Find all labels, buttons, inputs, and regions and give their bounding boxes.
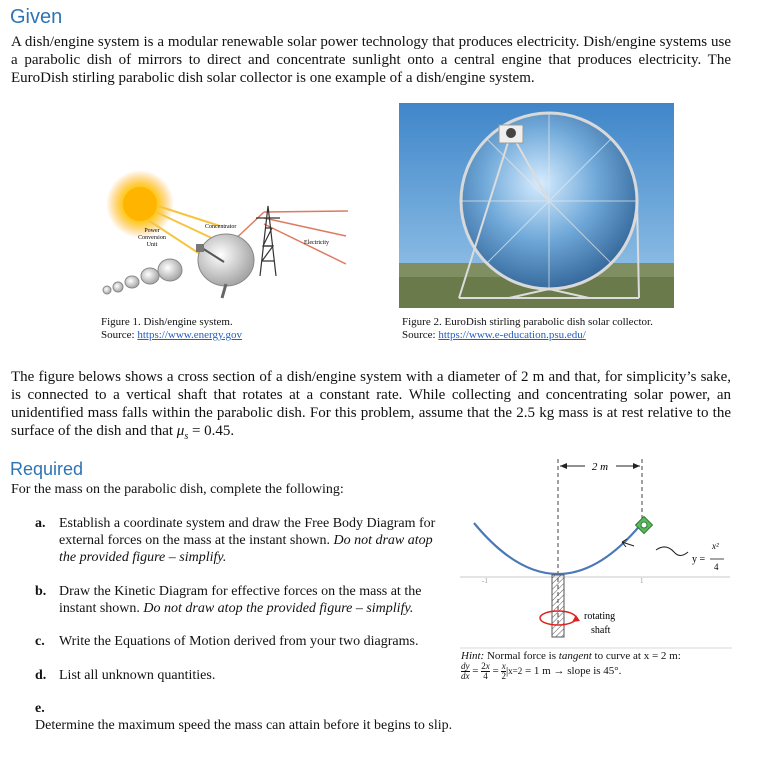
item-letter: a. — [35, 516, 46, 531]
mass-block — [636, 517, 653, 534]
item-letter: d. — [35, 668, 47, 683]
item-letter: c. — [35, 634, 45, 649]
required-item-e — [35, 700, 515, 734]
item-letter: e. — [35, 701, 45, 716]
label-unit: Unit — [146, 242, 158, 248]
shaft-label: shaft — [591, 625, 611, 636]
required-item-c — [35, 633, 440, 650]
given-intro: A dish/engine system is a modular renewable solar power technology that produces electricity. Dish/engine systems use a parabolic dish of mirrors to direct and concentrate sunlight onto a central engine that produces electricity. The EuroDish stirling parabolic dish solar collector is one example of a dish/engine system. — [11, 34, 731, 86]
label-conversion: Conversion — [138, 235, 166, 241]
equation-numerator: x² — [712, 541, 719, 551]
item-letter: b. — [35, 584, 47, 599]
item-text: List all unknown quantities. — [59, 668, 216, 683]
shaft-icon — [552, 575, 564, 637]
problem-text-b: = 0.45. — [188, 423, 235, 439]
figure2-source-link[interactable]: https://www.e-education.psu.edu/ — [438, 329, 586, 341]
figure2-source-label: Source: — [402, 329, 439, 341]
item-italic: Do not draw atop the provided figure – simplify. — [143, 601, 414, 616]
figure1-caption: Figure 1. Dish/engine system. — [101, 316, 233, 328]
item-text: Write the Equations of Motion derived from your two diagrams. — [59, 634, 419, 649]
figure2-photo — [399, 103, 674, 308]
axis-right-tick: 1 — [640, 577, 644, 585]
required-item-a — [35, 515, 440, 566]
required-item-d — [35, 667, 440, 684]
problem-paragraph — [11, 368, 731, 446]
hint-line-2: $\frac{dy}{dx}$ = 2x 4 = $\frac{x}{2}$ |x=2 = 1 m → slope is 45°. — [461, 661, 622, 681]
dimension-label: 2 m — [591, 461, 609, 473]
required-heading: Required — [10, 459, 84, 479]
hint-text-end: to curve at x = 2 m: — [591, 650, 681, 662]
figure2-caption: Figure 2. EuroDish stirling parabolic dish solar collector. — [402, 316, 653, 328]
label-electricity: Electricity — [304, 240, 329, 246]
mu-symbol: μ — [176, 423, 185, 439]
hint-italic: tangent — [558, 650, 592, 662]
item-italic: Do not draw atop the provided figure – simplify. — [59, 533, 433, 565]
parabolic-dish-diagram — [460, 455, 760, 650]
label-power: Power — [144, 228, 160, 234]
required-intro: For the mass on the parabolic dish, complete the following: — [11, 482, 344, 497]
item-text: Determine the maximum speed the mass can attain before it begins to slip. — [35, 718, 453, 733]
required-item-b — [35, 583, 440, 617]
item-text: Establish a coordinate system and draw the Free Body Diagram for external forces on the mass at the instant shown. — [59, 516, 436, 548]
equation-lhs: y = — [692, 554, 706, 565]
label-concentrator: Concentrator — [205, 224, 237, 230]
equation-denominator: 4 — [714, 562, 719, 572]
problem-text-a: The figure belows shows a cross section of a dish/engine system with a diameter of 2 m and that, for simplicity’s sake, is connected to a vertical shaft that rotates at a constant rate. While collecting and concentrating solar power, an unidentified mass falls within the parabolic dish. For this problem, assume that the 2.5 kg mass is at rest relative to the surface of the dish and that — [11, 369, 731, 439]
hint-label: Hint: — [461, 650, 485, 662]
figure1-source-link[interactable]: https://www.energy.gov — [137, 329, 243, 341]
figure1-illustration — [88, 166, 352, 306]
rotating-label: rotating — [584, 611, 616, 622]
mu-subscript: s — [184, 431, 189, 442]
dish-icon — [103, 234, 254, 298]
axis-left-tick: -1 — [482, 577, 488, 585]
figure1-source-label: Source: — [101, 329, 138, 341]
given-heading: Given — [10, 6, 63, 28]
hint-result: = 1 m → slope is 45°. — [522, 665, 622, 677]
item-text: Draw the Kinetic Diagram for effective forces on the mass at the instant shown. — [59, 584, 422, 616]
hint-text: Normal force is — [484, 650, 559, 662]
